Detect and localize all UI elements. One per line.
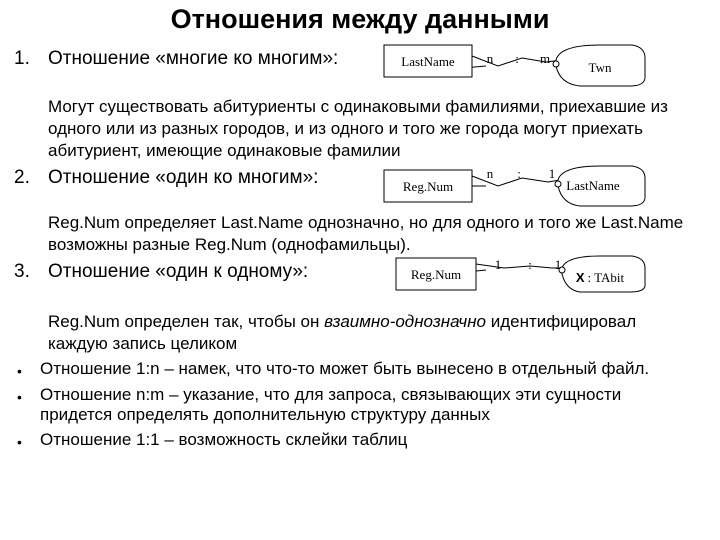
entity-tabit — [576, 270, 625, 285]
entity-tabit-rest: : TAbit — [587, 270, 625, 285]
section-2-number: 2. — [14, 167, 30, 188]
entity-regnum-2: Reg.Num — [402, 179, 454, 194]
cardinality-n-2: n — [486, 166, 494, 181]
section-1-number: 1. — [14, 48, 30, 69]
entity-lastname: LastName — [401, 54, 455, 69]
entity-tabit-x: X — [575, 270, 585, 285]
diagram-2-connectors — [463, 176, 560, 186]
section-3-desc-text-2: идентифицировал — [486, 312, 637, 331]
bullet-2-line-2: придется определять дополнительную структуру данных — [40, 405, 490, 424]
section-1-desc-line-2: одного или из разных городов, и из одного и того же города могут приехать — [48, 119, 643, 138]
bullet-1-line-1: Отношение 1:n – намек, что что-то может быть вынесено в отдельный файл. — [40, 359, 650, 378]
bullet-3-line-1: Отношение 1:1 – возможность склейки таблиц — [40, 430, 408, 449]
section-1-heading: Отношение «многие ко многим»: — [48, 48, 339, 69]
section-1-desc-line-1: Могут существовать абитуриенты с одинаковыми фамилиями, приехавшие из — [48, 97, 668, 116]
cardinality-1-3a: 1 — [494, 257, 502, 272]
section-3-desc-italic: взаимно-однозначно — [324, 312, 487, 331]
entity-twn: Twn — [588, 60, 612, 75]
section-2-desc-line-1: Reg.Num определяет Last.Name однозначно, но для одного и того же Last.Name — [48, 213, 684, 232]
cardinality-sep-2: : — [517, 166, 521, 181]
cardinality-n-1: n — [486, 51, 494, 66]
entity-regnum-3: Reg.Num — [410, 267, 462, 282]
section-2-desc-line-2: возможны разные Reg.Num (однофамильцы). — [48, 235, 411, 254]
cardinality-sep-3: : — [528, 257, 532, 272]
section-3-desc-line-2: каждую запись целиком — [48, 334, 238, 353]
cardinality-sep-1: : — [515, 51, 519, 66]
bullet-2-line-1: Отношение n:m – указание, что для запроса, связывающих эти сущности — [40, 385, 622, 404]
bullet-dot-1: • — [17, 363, 22, 379]
bullet-dot-3: • — [17, 434, 22, 450]
section-3-number: 3. — [14, 261, 30, 282]
entity-lastname-2: LastName — [566, 178, 620, 193]
section-3-desc-text-1: Reg.Num определен так, чтобы он — [48, 312, 325, 331]
slide-title: Отношения между данными — [170, 4, 550, 34]
cardinality-1-3b: 1 — [554, 257, 562, 272]
cardinality-m-1: m — [539, 51, 551, 66]
diagram-3-connectors — [466, 264, 562, 272]
section-2-heading: Отношение «один ко многим»: — [48, 167, 319, 188]
cardinality-1-2: 1 — [548, 166, 556, 181]
section-3-heading: Отношение «один к одному»: — [48, 261, 309, 282]
bullet-dot-2: • — [17, 389, 22, 405]
section-1-desc-line-3: абитуриент, имеющие одинаковые фамилии — [48, 141, 401, 160]
